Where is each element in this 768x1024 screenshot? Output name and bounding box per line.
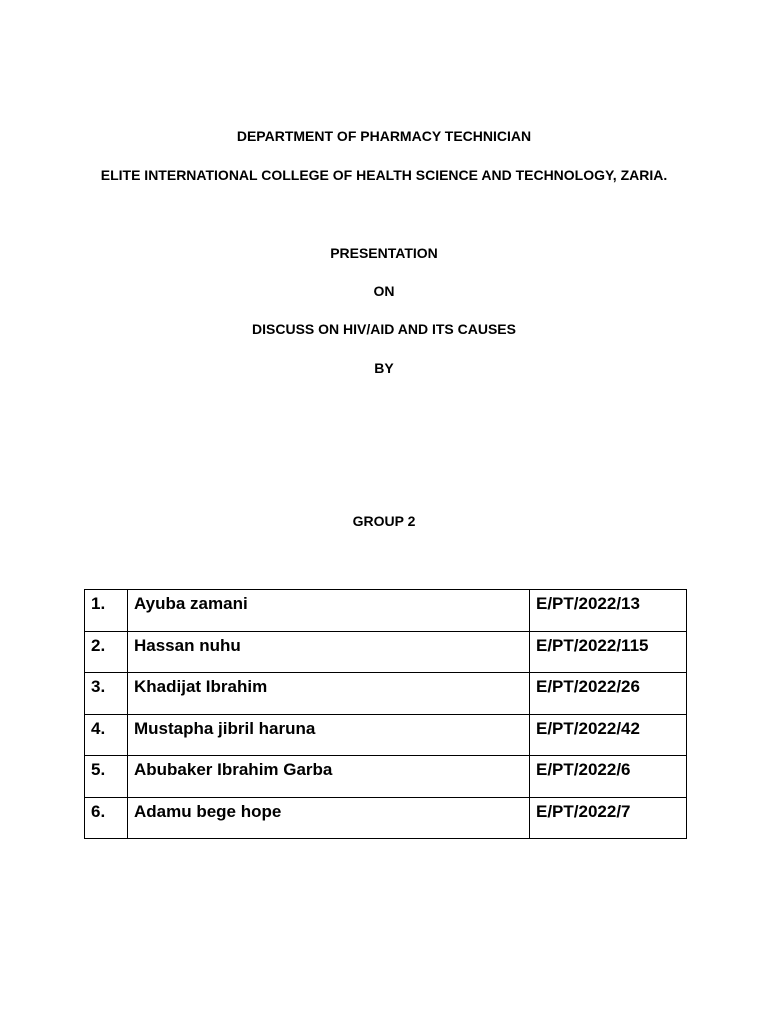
on-label: ON bbox=[373, 283, 395, 299]
department-title: DEPARTMENT OF PHARMACY TECHNICIAN bbox=[236, 128, 532, 144]
member-number: 1. bbox=[85, 590, 128, 632]
member-reg-number: E/PT/2022/7 bbox=[530, 797, 687, 839]
member-number: 3. bbox=[85, 673, 128, 715]
table-row bbox=[85, 631, 687, 673]
table-row bbox=[85, 797, 687, 839]
table-row bbox=[85, 590, 687, 632]
table-row bbox=[85, 714, 687, 756]
college-title: ELITE INTERNATIONAL COLLEGE OF HEALTH SCIENCE AND TECHNOLOGY, ZARIA. bbox=[100, 167, 668, 183]
table-row bbox=[85, 673, 687, 715]
member-reg-number: E/PT/2022/42 bbox=[530, 714, 687, 756]
member-name: Abubaker Ibrahim Garba bbox=[128, 756, 530, 798]
member-name: Khadijat Ibrahim bbox=[128, 673, 530, 715]
member-number: 5. bbox=[85, 756, 128, 798]
members-table bbox=[84, 589, 687, 839]
by-label: BY bbox=[374, 360, 394, 376]
member-name: Ayuba zamani bbox=[128, 590, 530, 632]
member-reg-number: E/PT/2022/6 bbox=[530, 756, 687, 798]
member-number: 2. bbox=[85, 631, 128, 673]
member-name: Adamu bege hope bbox=[128, 797, 530, 839]
member-reg-number: E/PT/2022/115 bbox=[530, 631, 687, 673]
table-row bbox=[85, 756, 687, 798]
presentation-label: PRESENTATION bbox=[330, 245, 438, 261]
group-label: GROUP 2 bbox=[352, 513, 416, 529]
member-number: 6. bbox=[85, 797, 128, 839]
member-number: 4. bbox=[85, 714, 128, 756]
member-reg-number: E/PT/2022/13 bbox=[530, 590, 687, 632]
topic-title: DISCUSS ON HIV/AID AND ITS CAUSES bbox=[252, 321, 516, 337]
member-name: Hassan nuhu bbox=[128, 631, 530, 673]
member-reg-number: E/PT/2022/26 bbox=[530, 673, 687, 715]
member-name: Mustapha jibril haruna bbox=[128, 714, 530, 756]
